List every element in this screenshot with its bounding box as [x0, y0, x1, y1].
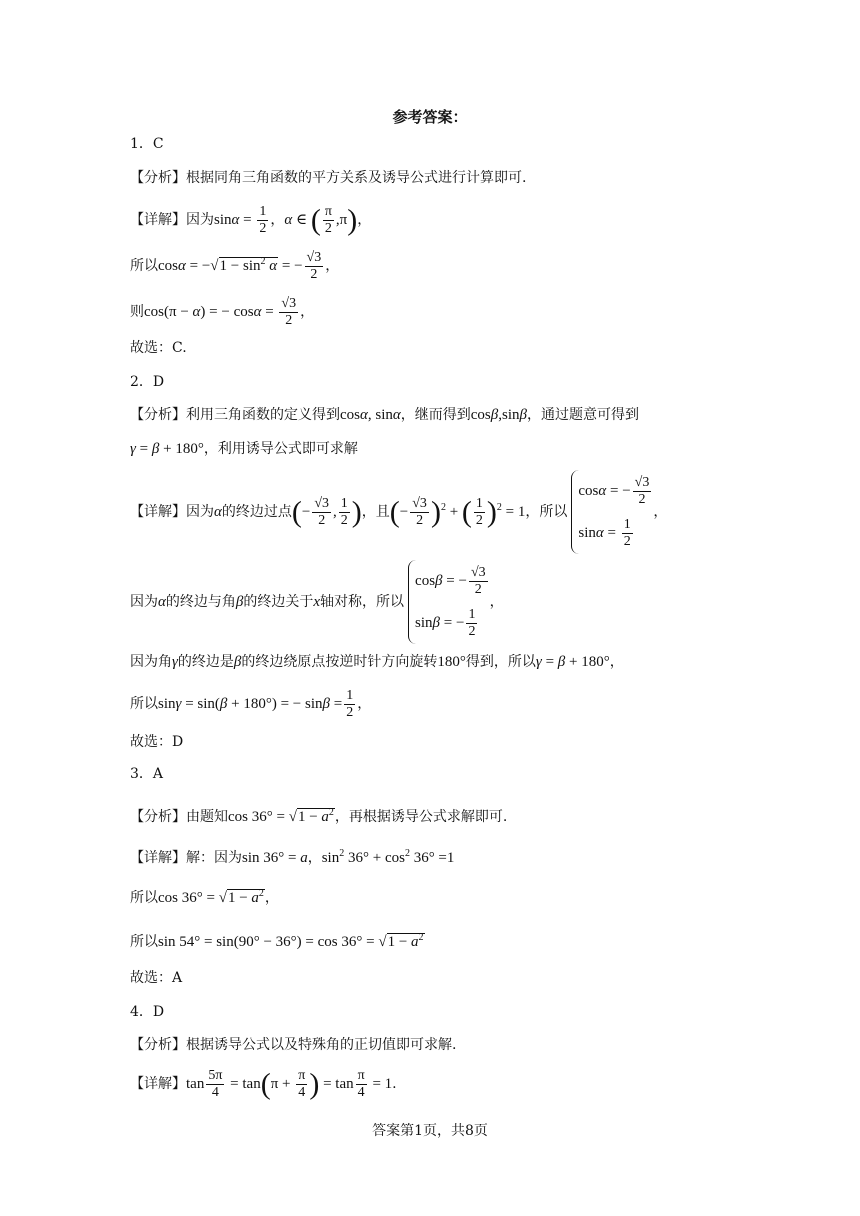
- page-title: 参考答案：: [392, 108, 468, 126]
- q2-analysis-2: γ = β + 180°，利用诱导公式即可求解: [130, 441, 358, 457]
- q1-line2: 所以$\cos\alpha = -√1 - \sin^2 \alpha$ = − $\frac{√3}{2}$ ，: [130, 250, 340, 282]
- q2-number: 2．D: [130, 374, 165, 390]
- q3-line2: 所以$\cos 36^\circ = √1 - a^2$，: [130, 888, 279, 906]
- q4-analysis: 【分析】根据诱导公式以及特殊角的正切值即可求解.: [130, 1037, 457, 1053]
- q3-analysis: 【分析】由题知$\cos 36^\circ = √1 - a^2$，再根据诱导公式求解即可.: [130, 807, 508, 825]
- q2-line4: 所以sinγ = sin(β + 180°) = − sinβ = $\frac{1}{2}$ ，: [130, 688, 372, 720]
- q2-answer: 故选：D: [130, 734, 184, 750]
- q1-detail: 【详解】因为sinα = $\frac{1}{2}$ ，α ∈ ( $\frac{\pi}{2}$ ,π)，: [130, 203, 372, 237]
- q2-analysis: 【分析】利用三角函数的定义得到cosα, sinα，继而得到cosβ,sinβ，通过题意可得到: [130, 407, 639, 423]
- q1-number: 1．C: [130, 136, 164, 152]
- q3-answer: 故选：A: [130, 970, 183, 986]
- q3-detail: 【详解】解：因为sin 36° = a，$\sin^2 36^\circ + \cos^2 36^\circ =1$: [130, 848, 455, 866]
- q1-line3: 则cos(π − α) = − cosα = $\frac{√3}{2}$ ，: [130, 296, 315, 328]
- q2-line3: 因为角γ的终边是β的终边绕原点按逆时针方向旋转180°得到，所以γ = β + 180°，: [130, 654, 624, 670]
- q1-analysis: 【分析】根据同角三角函数的平方关系及诱导公式进行计算即可.: [130, 170, 527, 186]
- q2-line2: 因为α的终边与角β的终边关于x轴对称，所以 cosβ = − $\frac{√3}{2}$ sinβ = − $\frac{1}{2}$ ，: [130, 560, 504, 644]
- q4-detail: 【详解】tan $\frac{5\pi}{4}$ = tan(π + $\frac{\pi}{4}$ ) = tan $\frac{\pi}{4}$ = 1.: [130, 1067, 397, 1101]
- q1-answer: 故选：C.: [130, 340, 187, 356]
- q4-number: 4．D: [130, 1004, 165, 1020]
- q3-number: 3．A: [130, 766, 164, 782]
- q3-line3: 所以$\sin 54^\circ = \sin(90^\circ - 36^\circ) = \cos 36^\circ = √1 - a^2$: [130, 932, 424, 950]
- q2-detail: 【详解】因为α的终边过点(− $\frac{√3}{2}$ , $\frac{1}{2}$ )，且(− $\frac{√3}{2}$ )$^2$ + ( $\frac{1}{2}$ )$^2$ = 1，所以 cosα = − $\frac{√3}{2}$ sinα = $\frac{1}{2}$ ，: [130, 470, 667, 554]
- page-footer: 答案第1页，共8页: [372, 1123, 488, 1139]
